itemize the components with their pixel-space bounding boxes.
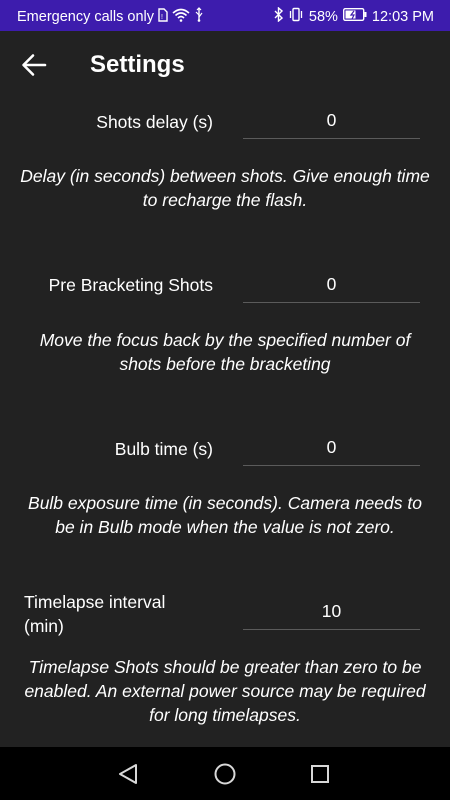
shots-delay-input[interactable] — [243, 103, 420, 139]
setting-description: Delay (in seconds) between shots. Give enough time to recharge the flash. — [20, 166, 430, 210]
carrier-text: Emergency calls only — [17, 8, 154, 25]
setting-label: Pre Bracketing Shots — [48, 275, 213, 295]
status-left — [17, 7, 204, 26]
bulb-time-input[interactable] — [243, 430, 420, 466]
settings-list[interactable] — [0, 101, 450, 747]
setting-description: Move the focus back by the specified number of shots before the bracketing — [39, 330, 411, 374]
back-button[interactable] — [14, 45, 54, 85]
clock: 12:03 PM — [371, 8, 434, 25]
bluetooth-icon — [274, 7, 283, 26]
nav-back-button[interactable] — [113, 759, 143, 789]
battery-charging-icon — [343, 8, 367, 25]
vibrate-icon — [288, 7, 304, 26]
pre-bracketing-shots-input[interactable] — [243, 267, 420, 303]
square-recents-icon — [305, 776, 335, 793]
status-right — [274, 7, 434, 26]
status-bar — [0, 0, 450, 31]
wifi-icon — [172, 8, 190, 26]
app-bar — [0, 31, 450, 101]
setting-description: Bulb exposure time (in seconds). Camera needs to be in Bulb mode when the value is not zero. — [28, 493, 422, 537]
nav-home-button[interactable] — [210, 759, 240, 789]
setting-label: Bulb time (s) — [114, 439, 213, 459]
arrow-left-icon — [14, 72, 54, 89]
nav-recents-button[interactable] — [305, 759, 335, 789]
usb-icon — [194, 7, 204, 26]
circle-home-icon — [210, 776, 240, 793]
setting-label: Timelapse interval (min) — [24, 592, 166, 636]
battery-percent: 58% — [308, 8, 338, 25]
setting-description: Timelapse Shots should be greater than zero to be enabled. An external power source may be required for long timelapses. — [24, 657, 426, 725]
svg-text:!: ! — [161, 13, 163, 21]
navigation-bar — [0, 747, 450, 800]
page-title: Settings — [90, 51, 185, 78]
timelapse-interval-input[interactable] — [243, 594, 420, 630]
setting-label: Shots delay (s) — [96, 112, 213, 132]
sim-card-icon — [158, 8, 168, 26]
triangle-back-icon — [113, 776, 143, 793]
